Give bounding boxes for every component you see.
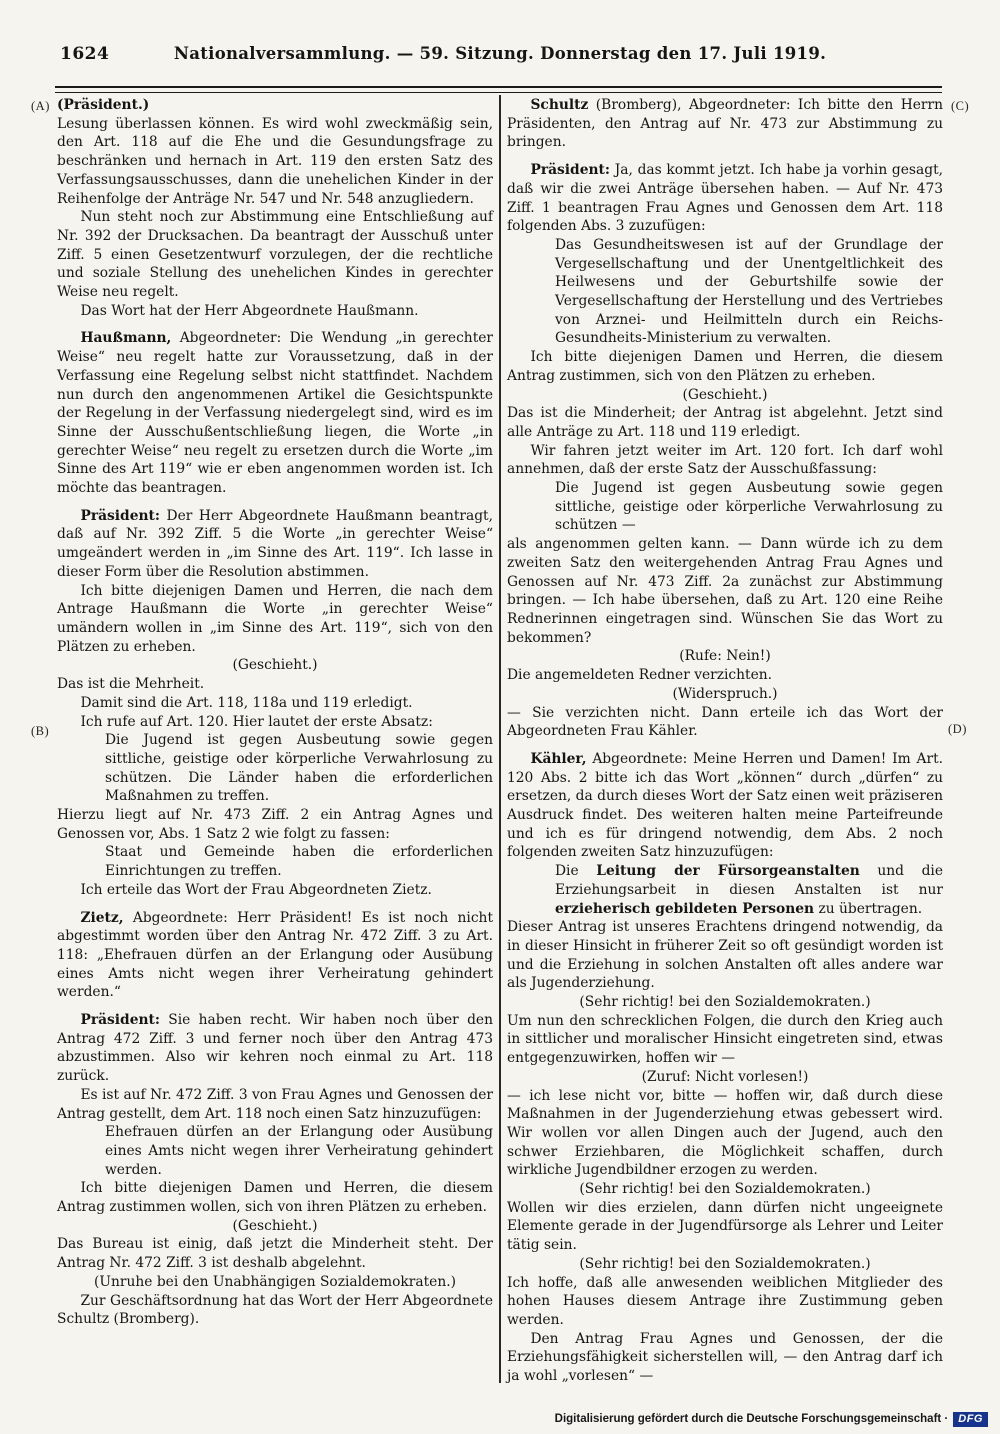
paragraph: Das Bureau ist einig, daß jetzt die Minderheit steht. Der Antrag Nr. 472 Ziff. 3 ist deshalb abgelehnt. [57,1236,493,1272]
paragraph: Das Gesundheitswesen ist auf der Grundlage der Vergesellschaftung und der Unentgeltlichkeit des Heilwesens und der Geburtshilfe sowie der Vergesellschaftung der Herstellung und des Vertriebes von Arznei- und Heilmitteln durch ein Reichs-Gesundheits-Ministerium zu verwalten. [555,236,943,347]
paragraph: — ich lese nicht vor, bitte — hoffen wir, daß durch diese Maßnahmen in der Jugenderziehung etwas gebessert wird. Wir wollen vor allen Dingen auch der Jugend, auch den schwer Erziehbaren, die Möglichkeit schaffen, durch wirkliche Jugendbildner erzogen zu werden. [507,1087,943,1179]
paragraph: Ich hoffe, daß alle anwesenden weiblichen Mitglieder des hohen Hauses diesem Antrage ihre Zustimmung geben werden. [507,1274,943,1328]
paragraph: (Sehr richtig! bei den Sozialdemokraten.) [579,994,871,1011]
dfg-logo: DFG [953,1412,988,1427]
paragraph: Ich bitte diejenigen Damen und Herren, die diesem Antrag zustimmen wollen, sich von ihren Plätzen zu erheben. [57,1180,493,1216]
paragraph: Den Antrag Frau Agnes und Genossen, der die Erziehungsfähigkeit sicherstellen will, — den Antrag darf ich ja wohl „vorlesen“ — [507,1330,943,1385]
paragraph: (Widerspruch.) [672,685,778,702]
margin-letter-d: (D) [948,722,967,736]
paragraph: Kähler, Abgeordnete: Meine Herren und Damen! Im Art. 120 Abs. 2 bitte ich das Wort „können“ durch „dürfen“ zu ersetzen, da durch dieses Wort der Satz einen weit präziseren Ausdruck findet. Des weiteren halten meine Parteifreunde und ich es für dringend notwendig, dem Abs. 2 noch folgenden zweiten Satz hinzuzufügen: [507,750,943,861]
paragraph: Hierzu liegt auf Nr. 473 Ziff. 2 ein Antrag Agnes und Genossen vor, Abs. 1 Satz 2 wie folgt zu fassen: [57,807,493,842]
paragraph: — Sie verzichten nicht. Dann erteile ich das Wort der Abgeordneten Frau Kähler. [507,704,943,740]
paragraph: Lesung überlassen können. Es wird wohl zweckmäßig sein, den Art. 118 auf die Ehe und die Gesundungsfrage zu beschränken und hernach in Art. 119 den ersten Satz des Verfassungsausschusses, dann die unehelichen Kinder in der Reihenfolge der Anträge Nr. 547 und Nr. 548 anzugliedern. [57,115,493,207]
paragraph: Zietz, Abgeordnete: Herr Präsident! Es ist noch nicht abgestimmt worden über den Antrag Nr. 472 Ziff. 3 zu Art. 118: „Ehefrauen dürfen an der Erlangung oder Ausübung eines Amts nicht wegen ihrer Verheiratung gehindert werden.“ [57,909,493,1001]
margin-letter-c: (C) [951,99,970,113]
right-column [507,96,943,1386]
paragraph: Damit sind die Art. 118, 118a und 119 erledigt. [80,694,413,711]
margin-letter-b: (B) [31,724,50,738]
paragraph: Präsident: Sie haben recht. Wir haben noch über den Antrag 472 Ziff. 3 und ferner noch über den Antrag 473 abzustimmen. Also wir kehren noch einmal zu Art. 118 zurück. [57,1012,493,1085]
paragraph: Schultz (Bromberg), Abgeordneter: Ich bitte den Herrn Präsidenten, den Antrag auf Nr. 473 zur Abstimmung zu bringen. [507,97,943,151]
paragraph: (Geschieht.) [232,1217,318,1234]
header-title: Nationalversammlung. — 59. Sitzung. Donnerstag den 17. Juli 1919. [173,44,827,63]
paragraph: (Zuruf: Nicht vorlesen!) [641,1068,809,1085]
paragraph: Das ist die Minderheit; der Antrag ist abgelehnt. Jetzt sind alle Anträge zu Art. 118 und 119 erledigt. [507,405,943,440]
paragraph: Die Leitung der Fürsorgeanstalten und die Erziehungsarbeit in diesen Anstalten ist nur erzieherisch gebildeten Personen zu übertragen. [555,863,943,917]
paragraph: Die Jugend ist gegen Ausbeutung sowie gegen sittliche, geistige oder körperliche Verwahrlosung zu schützen — [555,480,943,534]
paragraph: Präsident: Der Herr Abgeordnete Haußmann beantragt, daß auf Nr. 392 Ziff. 5 die Worte „in gerechter Weise“ umgeändert werden in „im Sinne des Art. 119“. Ich lasse in dieser Form über die Resolution abstimmen. [57,507,493,580]
paragraph: (Präsident.) [57,97,150,113]
paragraph: als angenommen gelten kann. — Dann würde ich zu dem zweiten Satz den weitergehenden Antrag Frau Agnes und Genossen auf Nr. 473 Ziff. 2a zunächst zur Abstimmung bringen. — Ich habe übersehen, daß zu Art. 120 eine Reihe Rednerinnen eingetragen sind. Wünschen Sie das Wort zu bekommen? [507,536,943,646]
paragraph: Staat und Gemeinde haben die erforderlichen Einrichtungen zu treffen. [105,844,493,880]
paragraph: Ich rufe auf Art. 120. Hier lautet der erste Absatz: [80,713,433,730]
footer-credit: Digitalisierung gefördert durch die Deutsche Forschungsgemeinschaft · [554,1413,949,1425]
page-number: 1624 [60,44,110,64]
paragraph: (Geschieht.) [682,386,768,403]
margin-letter-a: (A) [31,99,50,113]
paragraph: Die angemeldeten Redner verzichten. [507,667,773,684]
column-divider [499,95,501,1383]
paragraph: Ich bitte diejenigen Damen und Herren, die diesem Antrag zustimmen, sich von den Plätzen zu erheben. [507,349,943,384]
paragraph: Haußmann, Abgeordneter: Die Wendung „in gerechter Weise“ neu regelt hatte zur Voraussetzung, daß in der Verfassung eine Regelung selbst nicht stattfindet. Nachdem nun durch den angenommenen Artikel die Gesichtspunkte der Regelung in der Verfassung niedergelegt sind, wird es im Sinne der Ausschußentschließung liegen, die Worte „in gerechter Weise“ neu regelt zu ersetzen durch die Worte „im Sinne des Art 119“ wie er eben angenommen worden ist. Ich möchte das beantragen. [57,330,493,497]
paragraph: Nun steht noch zur Abstimmung eine Entschließung auf Nr. 392 der Drucksachen. Da beantragt der Ausschuß unter Ziff. 5 einen Gesetzentwurf vorzulegen, der die rechtliche und soziale Stellung des unehelichen Kindes in gerechter Weise neu regelt. [57,209,493,301]
paragraph: Wir fahren jetzt weiter im Art. 120 fort. Ich darf wohl annehmen, daß der erste Satz der Ausschußfassung: [507,442,943,478]
header-rule [55,86,942,93]
paragraph: (Rufe: Nein!) [679,648,771,665]
paragraph: Die Jugend ist gegen Ausbeutung sowie gegen sittliche, geistige oder körperliche Verwahrlosung zu schützen. Die Länder haben die erforderlichen Maßnahmen zu treffen. [105,732,493,805]
paragraph: (Unruhe bei den Unabhängigen Sozialdemokraten.) [94,1273,456,1290]
paragraph: Zur Geschäftsordnung hat das Wort der Herr Abgeordnete Schultz (Bromberg). [57,1292,493,1328]
paragraph: Ehefrauen dürfen an der Erlangung oder Ausübung eines Amts nicht wegen ihrer Verheiratung gehindert werden. [105,1124,493,1178]
footer [555,1410,988,1428]
paragraph: (Geschieht.) [232,657,318,674]
paragraph: Das ist die Mehrheit. [57,676,205,693]
paragraph: Um nun den schrecklichen Folgen, die durch den Krieg auch in sittlicher und moralischer Hinsicht eingetreten sind, etwas entgegenzuwirken, hoffen wir — [507,1012,943,1067]
paragraph: Das Wort hat der Herr Abgeordnete Haußmann. [80,302,419,319]
paragraph: Ich erteile das Wort der Frau Abgeordneten Zietz. [80,881,432,898]
paragraph: Es ist auf Nr. 472 Ziff. 3 von Frau Agnes und Genossen der Antrag gestellt, dem Art. 118 noch einen Satz hinzuzufügen: [57,1086,493,1122]
paragraph: Präsident: Ja, das kommt jetzt. Ich habe ja vorhin gesagt, daß wir die zwei Anträge übersehen haben. — Auf Nr. 473 Ziff. 1 beantragen Frau Agnes und Genossen dem Art. 118 folgenden Abs. 3 zuzufügen: [507,162,943,235]
paragraph: Wollen wir dies erzielen, dann dürfen nicht ungeeignete Elemente gerade in der Jugendfürsorge als Lehrer und Leiter tätig sein. [507,1199,943,1254]
paragraph: (Sehr richtig! bei den Sozialdemokraten.) [579,1255,871,1272]
paragraph: Ich bitte diejenigen Damen und Herren, die nach dem Antrage Haußmann die Worte „in gerechter Weise“ umändern wollen in „im Sinne des Art. 119“, sich von den Plätzen zu erheben. [57,582,493,655]
left-column [57,96,493,1329]
paragraph: (Sehr richtig! bei den Sozialdemokraten.) [579,1181,871,1198]
paragraph: Dieser Antrag ist unseres Erachtens dringend notwendig, da in dieser Hinsicht in früherer Zeit so oft gesündigt worden ist und die Erziehung in solchen Anstalten oft alles andere war als Jugenderziehung. [507,919,943,992]
